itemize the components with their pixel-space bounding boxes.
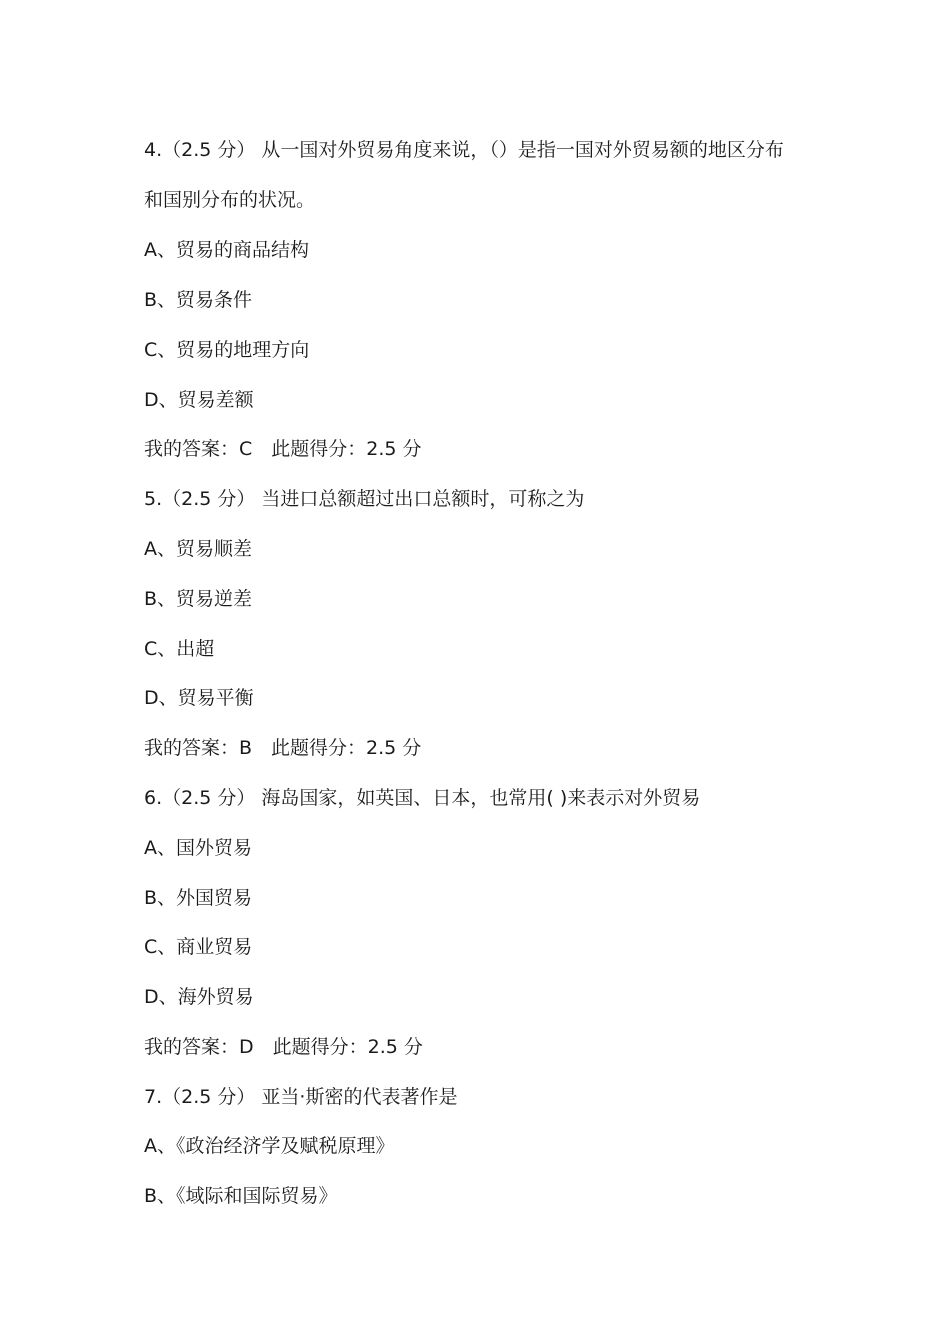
q5-answer: 我的答案：B 此题得分：2.5 分 — [144, 737, 422, 759]
q6-option-c: C、商业贸易 — [144, 936, 253, 958]
q4-stem-continued: 和国别分布的状况。 — [144, 189, 316, 211]
q6-stem: 6.（2.5 分） 海岛国家，如英国、日本，也常用( )来表示对外贸易 — [144, 787, 701, 809]
q4-stem: 4.（2.5 分） 从一国对外贸易角度来说，（）是指一国对外贸易额的地区分布 — [144, 139, 784, 161]
q5-option-a: A、贸易顺差 — [144, 538, 252, 560]
q4-option-a: A、贸易的商品结构 — [144, 239, 309, 261]
q5-option-d: D、贸易平衡 — [144, 687, 254, 709]
q6-option-d: D、海外贸易 — [144, 986, 254, 1008]
q5-stem: 5.（2.5 分） 当进口总额超过出口总额时，可称之为 — [144, 488, 585, 510]
q4-option-d: D、贸易差额 — [144, 389, 254, 411]
q5-option-b: B、贸易逆差 — [144, 588, 253, 610]
q7-option-b: B、《域际和国际贸易》 — [144, 1185, 338, 1207]
q4-option-b: B、贸易条件 — [144, 289, 253, 311]
q6-option-b: B、外国贸易 — [144, 887, 253, 909]
q4-option-c: C、贸易的地理方向 — [144, 339, 310, 361]
q6-option-a: A、国外贸易 — [144, 837, 252, 859]
q7-option-a: A、《政治经济学及赋税原理》 — [144, 1135, 395, 1157]
q5-option-c: C、出超 — [144, 638, 215, 660]
q6-answer: 我的答案：D 此题得分：2.5 分 — [144, 1036, 423, 1058]
q4-answer: 我的答案：C 此题得分：2.5 分 — [144, 438, 422, 460]
q7-stem: 7.（2.5 分） 亚当·斯密的代表著作是 — [144, 1086, 458, 1108]
